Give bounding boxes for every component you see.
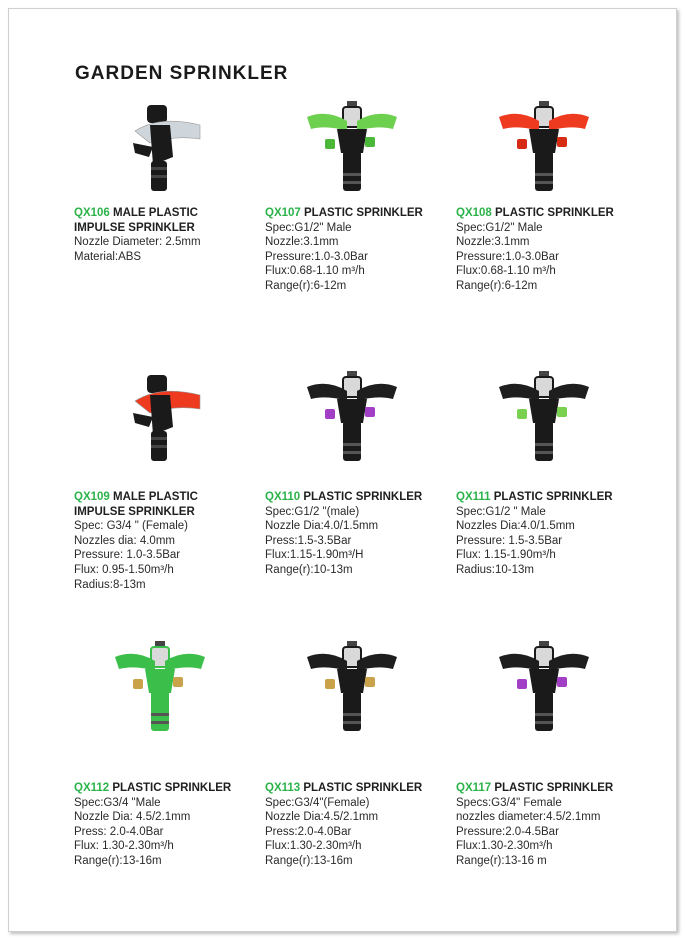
spec-line: Flux: 0.95-1.50m³/h [74,563,174,576]
spec-line: Spec:G3/4 "Male [74,796,161,809]
product-code: QX111 [456,491,491,503]
spec-line: Pressure:1.0-3.0Bar [265,250,368,263]
product-name-line2: IMPULSE SPRINKLER [74,505,195,518]
product-code: QX112 [74,782,110,794]
product-heading [456,781,646,796]
spec-line: Pressure: 1.5-3.5Bar [456,534,563,547]
spec-line: Range(r):13-16m [74,854,162,867]
product-name-line2: IMPULSE SPRINKLER [74,221,195,234]
product-description [456,206,646,294]
spec-line: Spec:G3/4"(Female) [265,796,370,809]
product-image [484,632,604,742]
sprinkler-image [105,365,215,470]
spec-line: Range(r):10-13m [265,563,353,576]
product-image [100,362,220,472]
spec-line: nozzles diameter:4.5/2.1mm [456,811,601,824]
product-code: QX117 [456,782,492,794]
spec-line: Range(r):13-16 m [456,854,547,867]
spec-line: Press:1.5-3.5Bar [265,534,352,547]
product-name: PLASTIC SPRINKLER [300,207,423,219]
product-heading [74,490,264,505]
product-name: MALE PLASTIC [109,207,198,219]
product-name: PLASTIC SPRINKLER [300,782,423,794]
spec-line: Spec:G1/2" Male [265,221,352,234]
product-description [74,490,264,592]
spec-line: Radius:10-13m [456,563,534,576]
product-description [265,781,455,869]
spec-line: Nozzle Dia:4.5/2.1mm [265,811,379,824]
spec-line: Pressure:2.0-4.5Bar [456,825,559,838]
product-image [292,92,412,202]
spec-line: Nozzle Diameter: 2.5mm [74,236,201,249]
product-heading [456,206,646,221]
product-code: QX110 [265,491,301,503]
product-description [265,490,455,578]
spec-line: Flux: 1.30-2.30m³/h [74,840,174,853]
spec-line: Specs:G3/4" Female [456,796,562,809]
product-code: QX109 [74,491,110,503]
sprinkler-image [297,365,407,470]
spec-line: Flux:0.68-1.10 m³/h [265,265,365,278]
product-heading [74,206,264,221]
product-image [292,632,412,742]
product-description [456,781,646,869]
sprinkler-image [489,365,599,470]
product-heading [265,781,455,796]
sprinkler-image [105,635,215,740]
spec-line: Nozzles dia: 4.0mm [74,534,175,547]
product-heading [74,781,264,796]
spec-line: Flux: 1.15-1.90m³/h [456,549,556,562]
spec-line: Radius:8-13m [74,578,146,591]
product-description [74,781,264,869]
product-code: QX106 [74,207,110,219]
product-description [456,490,646,578]
page-title: GARDEN SPRINKLER [75,63,289,84]
product-heading [456,490,646,505]
spec-line: Material:ABS [74,250,142,263]
product-name: PLASTIC SPRINKLER [491,207,614,219]
sprinkler-image [489,95,599,200]
product-image [292,362,412,472]
spec-line: Spec: G3/4 " (Female) [74,520,189,533]
product-code: QX107 [265,207,301,219]
spec-line: Press: 2.0-4.0Bar [74,825,164,838]
product-name: PLASTIC SPRINKLER [490,491,613,503]
spec-line: Pressure:1.0-3.0Bar [456,250,559,263]
product-image [484,92,604,202]
spec-line: Range(r):6-12m [456,279,538,292]
spec-line: Nozzle Dia:4.0/1.5mm [265,520,379,533]
product-heading [265,206,455,221]
sprinkler-image [489,635,599,740]
sprinkler-image [297,635,407,740]
product-image [100,632,220,742]
spec-line: Spec:G1/2 "(male) [265,505,360,518]
spec-line: Flux:1.30-2.30m³/h [265,840,362,853]
product-image [484,362,604,472]
product-description [74,206,264,264]
spec-line: Flux:1.15-1.90m³/H [265,549,364,562]
spec-line: Flux:1.30-2.30m³/h [456,840,553,853]
product-name: PLASTIC SPRINKLER [109,782,232,794]
product-name: PLASTIC SPRINKLER [300,491,423,503]
product-image [100,92,220,202]
spec-line: Press:2.0-4.0Bar [265,825,352,838]
product-name: PLASTIC SPRINKLER [491,782,614,794]
spec-line: Spec:G1/2 " Male [456,505,546,518]
sprinkler-image [105,95,215,200]
spec-line: Nozzle:3.1mm [265,236,339,249]
spec-line: Range(r):6-12m [265,279,347,292]
spec-line: Range(r):13-16m [265,854,353,867]
spec-line: Nozzle Dia: 4.5/2.1mm [74,811,191,824]
product-heading [265,490,455,505]
product-code: QX108 [456,207,492,219]
product-description [265,206,455,294]
spec-line: Nozzle:3.1mm [456,236,530,249]
product-name: MALE PLASTIC [109,491,198,503]
product-code: QX113 [265,782,301,794]
spec-line: Spec:G1/2" Male [456,221,543,234]
sprinkler-image [297,95,407,200]
spec-line: Pressure: 1.0-3.5Bar [74,549,181,562]
spec-line: Flux:0.68-1.10 m³/h [456,265,556,278]
spec-line: Nozzles Dia:4.0/1.5mm [456,520,575,533]
